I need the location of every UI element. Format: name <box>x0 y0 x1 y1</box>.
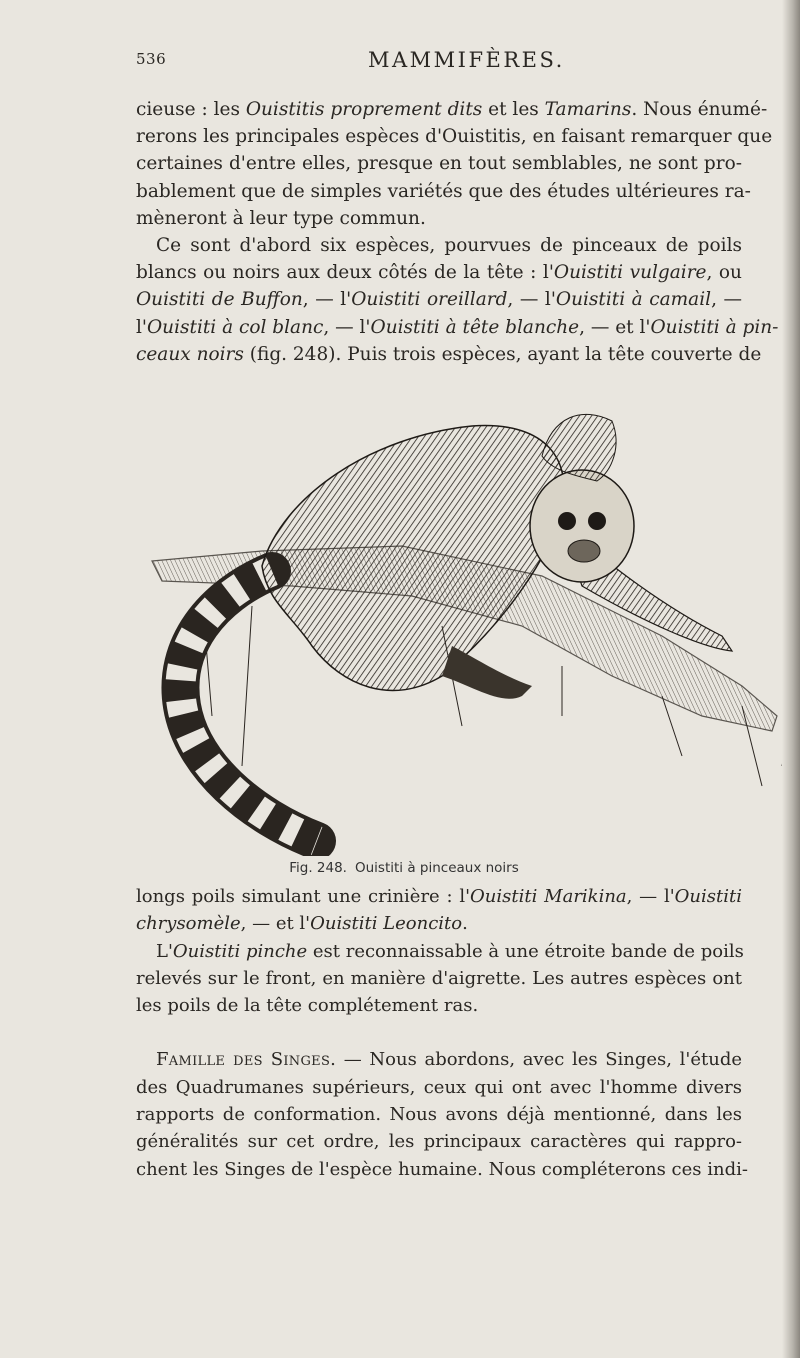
text-line: bablement que de simples variétés que des études ultérieures ra- <box>136 180 751 202</box>
text-line: l'Ouistiti à col blanc, — l'Ouistiti à tête blanche, — et l'Ouistiti à pin- <box>136 316 779 338</box>
text-line: des Quadrumanes supérieurs, ceux qui ont avec l'homme divers <box>136 1076 742 1098</box>
text-line: ceaux noirs (fig. 248). Puis trois espèces, ayant la tête couverte de <box>136 343 762 365</box>
text-line: rerons les principales espèces d'Ouistitis, en faisant remarquer que <box>136 126 773 148</box>
figure-caption-text: Ouistiti à pinceaux noirs <box>354 860 519 876</box>
text-line: Ouistiti de Buffon, — l'Ouistiti oreillard, — l'Ouistiti à camail, — <box>136 289 742 311</box>
text-line: mèneront à leur type commun. <box>136 207 426 229</box>
text-line: chrysomèle, — et l'Ouistiti Leoncito. <box>136 913 468 935</box>
text-block-top <box>136 96 779 368</box>
text-line: longs poils simulant une crinière : l'Ouistiti Marikina, — l'Ouistiti <box>136 886 742 907</box>
figure-label: Fig. 248. <box>289 860 347 876</box>
head <box>530 414 634 582</box>
text-block-bottom <box>136 883 748 1183</box>
text-line: blancs ou noirs aux deux côtés de la tête : l'Ouistiti vulgaire, ou <box>136 262 742 284</box>
paragraph-gap <box>136 1019 742 1046</box>
text-line: Famille des Singes. — Nous abordons, avec les Singes, l'étude <box>156 1049 742 1071</box>
text-line: généralités sur cet ordre, les principaux caractères qui rappro- <box>136 1131 742 1153</box>
page-number: 536 <box>136 50 167 68</box>
text-line: les poils de la tête complétement ras. <box>136 995 479 1017</box>
running-title: MAMMIFÈRES. <box>368 48 565 72</box>
marmoset-illustration <box>142 386 782 856</box>
text-line: cieuse : les Ouistitis proprement dits et les Tamarins. Nous énumé- <box>136 99 768 120</box>
text-line: rapports de conformation. Nous avons déjà mentionné, dans les <box>136 1104 742 1126</box>
text-line: relevés sur le front, en manière d'aigrette. Les autres espèces ont <box>136 967 742 989</box>
text-line: Ce sont d'abord six espèces, pourvues de pinceaux de poils <box>156 234 742 256</box>
figure-caption <box>0 860 800 876</box>
page-edge-shadow <box>782 0 800 1358</box>
running-head <box>0 48 800 80</box>
text-line: certaines d'entre elles, presque en tout semblables, ne sont pro- <box>136 153 742 175</box>
text-line: L'Ouistiti pinche est reconnaissable à une étroite bande de poils <box>156 940 744 962</box>
text-line: chent les Singes de l'espèce humaine. Nous compléterons ces indi- <box>136 1158 748 1180</box>
